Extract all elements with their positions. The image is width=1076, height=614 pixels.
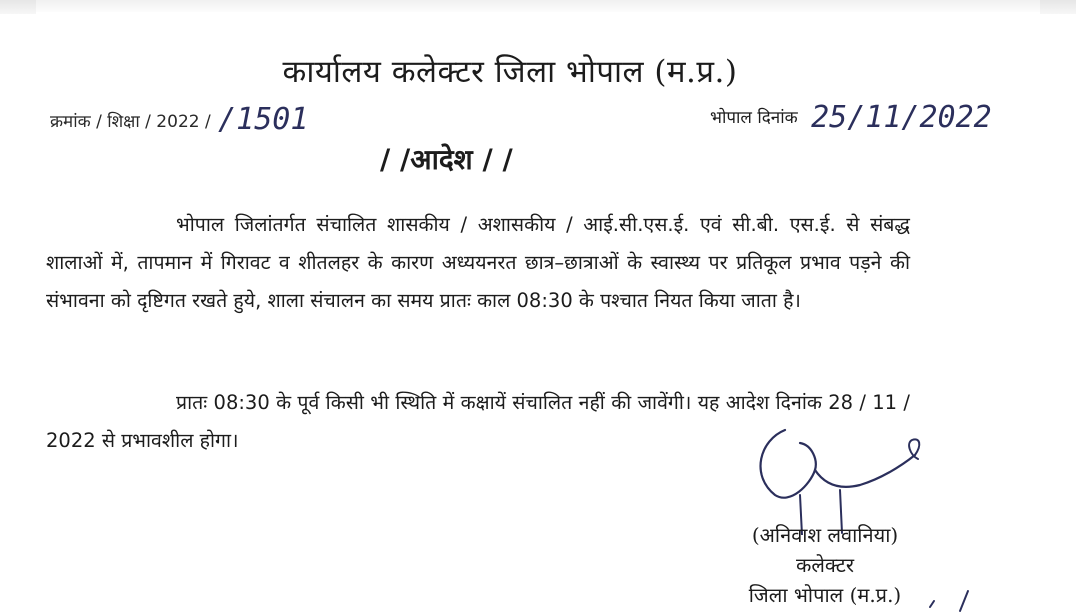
paragraph-2-text: प्रातः 08:30 के पूर्व किसी भी स्थिति में कक्षायें संचालित नहीं की जावेंगी। यह आदेश दिनांक 28 / 11 / 2022 से प्रभावशील होगा। (46, 391, 910, 452)
issue-date (710, 96, 992, 135)
handwritten-tick-marks (920, 585, 980, 613)
order-heading: / /आदेश / / (380, 143, 513, 176)
office-title: कार्यालय कलेक्टर जिला भोपाल (म.प्र.) (282, 54, 738, 90)
date-printed-label: भोपाल दिनांक (710, 108, 798, 128)
signatory-name: (अनिवाश लवानिया) (751, 523, 899, 547)
signatory-designation: कलेक्टर (795, 553, 855, 577)
handwritten-signature (730, 415, 1010, 535)
signature-drawing (730, 415, 1010, 535)
reference-printed: क्रमांक / शिक्षा / 2022 / (50, 112, 211, 132)
paragraph-1-text: भोपाल जिलांतर्गत संचालित शासकीय / अशासकीय / आई.सी.एस.ई. एवं सी.बी. एस.ई. से संबद्ध शालाओं में, तापमान में गिरावट व शीतलहर के कारण अध्ययनरत छात्र–छात्राओं के स्वास्थ्य पर प्रतिकूल प्रभाव पड़ने की संभावना को दृष्टिगत रखते हुये, शाला संचालन का समय प्रातः काल 08:30 के पश्चात नियत किया जाता है। (46, 213, 910, 312)
date-handwritten: 25/11/2022 (811, 100, 992, 135)
reference-handwritten-number: /1501 (218, 102, 309, 137)
signatory-office: जिला भोपाल (म.प्र.) (748, 583, 902, 607)
signatory-block (715, 520, 935, 610)
order-paragraph-1 (46, 206, 910, 320)
reference-number (50, 100, 308, 135)
